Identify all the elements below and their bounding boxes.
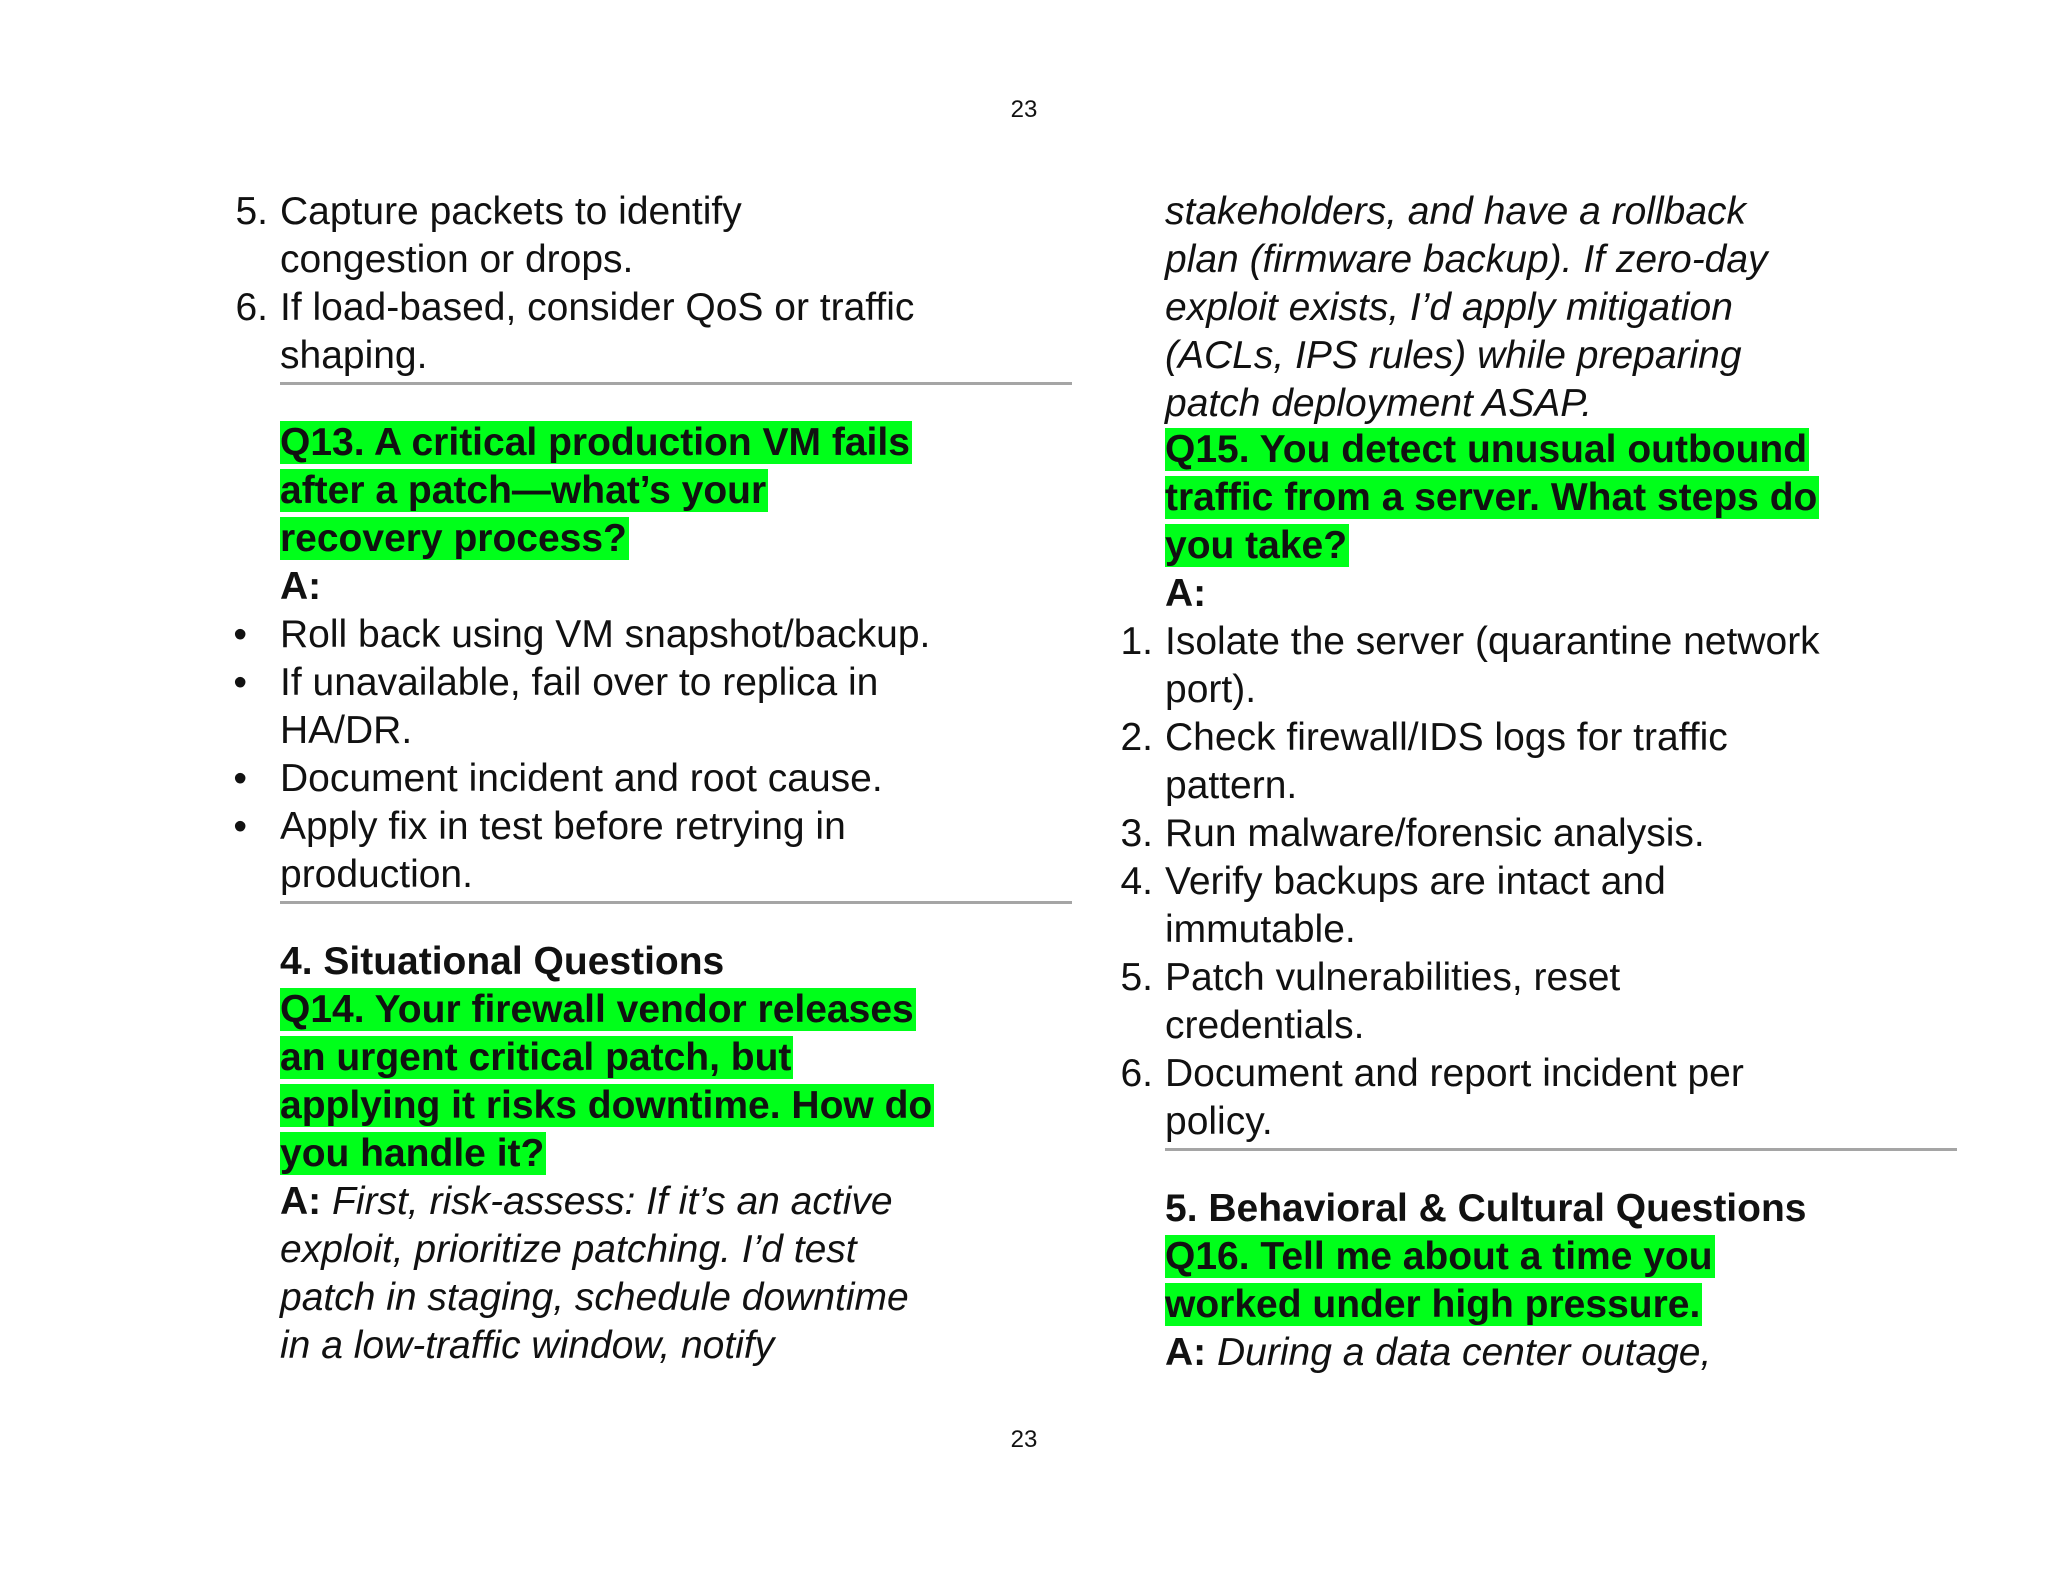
question-text: Q16. Tell me about a time you (1165, 1235, 1713, 1278)
question-text: worked under high pressure. (1165, 1283, 1701, 1326)
numbered-step (1120, 810, 1965, 858)
bullet-dot: • (233, 757, 247, 800)
step-number: 1. (1120, 620, 1153, 663)
section-heading-behavioral: 5. Behavioral & Cultural Questions (1165, 1187, 1807, 1230)
step-text: Check firewall/IDS logs for traffic (1165, 716, 1728, 759)
question-text: Q15. You detect unusual outbound (1165, 428, 1808, 471)
question-text: you take? (1165, 524, 1348, 567)
item-number: 6. (235, 286, 268, 329)
question-text: an urgent critical patch, but (280, 1036, 792, 1079)
step-number: 4. (1120, 860, 1153, 903)
question-text: after a patch—what’s your (280, 469, 767, 512)
numbered-step (1120, 618, 1965, 714)
step-number: 3. (1120, 812, 1153, 855)
bullet-dot: • (233, 661, 247, 704)
step-number: 2. (1120, 716, 1153, 759)
answer-text: plan (firmware backup). If zero-day (1165, 238, 1768, 281)
answer-text: patch deployment ASAP. (1165, 382, 1593, 425)
numbered-step (1120, 714, 1965, 810)
question-text: you handle it? (280, 1132, 545, 1175)
item-number: 5. (235, 190, 268, 233)
answer-text: During a data center outage, (1206, 1331, 1712, 1374)
bullet-item (233, 659, 1080, 755)
bullet-text: If unavailable, fail over to replica in (280, 661, 879, 704)
question-text: recovery process? (280, 517, 627, 560)
bullet-text: Document incident and root cause. (280, 757, 883, 800)
step-text: port). (1165, 668, 1257, 711)
bullet-item (233, 803, 1080, 899)
step-text: Run malware/forensic analysis. (1165, 812, 1705, 855)
bullet-item (233, 755, 1080, 803)
answer-text: exploit, prioritize patching. I’d test (280, 1228, 857, 1271)
bullet-text: Roll back using VM snapshot/backup. (280, 613, 931, 656)
step-text: credentials. (1165, 1004, 1365, 1047)
bullet-text: HA/DR. (280, 709, 413, 752)
numbered-step (1120, 1050, 1965, 1146)
page-number-bottom: 23 (1010, 1426, 1038, 1453)
step-text: Verify backups are intact and (1165, 860, 1666, 903)
page-number-top: 23 (1010, 96, 1038, 123)
answer-q16 (1165, 1329, 1965, 1377)
step-number: 5. (1120, 956, 1153, 999)
item-text: Capture packets to identify (280, 190, 742, 233)
step-text: pattern. (1165, 764, 1298, 807)
left-column (233, 188, 1080, 1370)
question-text: Q14. Your firewall vendor releases (280, 988, 914, 1031)
section-heading-situational: 4. Situational Questions (280, 940, 725, 983)
answer-q14-continued (1165, 188, 1965, 428)
bullet-text: production. (280, 853, 473, 896)
divider (280, 901, 1072, 904)
answer-label: A: (1165, 1331, 1207, 1374)
numbered-step (1120, 954, 1965, 1050)
step-text: Patch vulnerabilities, reset (1165, 956, 1621, 999)
bullet-dot: • (233, 805, 247, 848)
item-text: shaping. (280, 334, 428, 377)
answer-q14 (280, 1178, 1080, 1370)
answer-text: patch in staging, schedule downtime (280, 1276, 909, 1319)
item-text: congestion or drops. (280, 238, 634, 281)
divider (1165, 1148, 1957, 1151)
bullet-dot: • (233, 613, 247, 656)
answer-text: exploit exists, I’d apply mitigation (1165, 286, 1733, 329)
numbered-item (235, 188, 1080, 284)
step-text: policy. (1165, 1100, 1273, 1143)
step-number: 6. (1120, 1052, 1153, 1095)
answer-label: A: (1165, 572, 1207, 615)
numbered-item (235, 284, 1080, 380)
question-q16 (1165, 1233, 1965, 1329)
answer-text: in a low-traffic window, notify (280, 1324, 775, 1367)
answer-label: A: (280, 1180, 322, 1223)
question-text: applying it risks downtime. How do (280, 1084, 933, 1127)
numbered-step (1120, 858, 1965, 954)
answer-text: stakeholders, and have a rollback (1165, 190, 1747, 233)
step-text: immutable. (1165, 908, 1356, 951)
answer-label: A: (280, 565, 322, 608)
question-text: Q13. A critical production VM fails (280, 421, 910, 464)
item-text: If load-based, consider QoS or traffic (280, 286, 915, 329)
right-column (1120, 188, 1965, 1377)
answer-text: (ACLs, IPS rules) while preparing (1165, 334, 1742, 377)
question-q15 (1165, 426, 1965, 570)
question-text: traffic from a server. What steps do (1165, 476, 1818, 519)
question-q13 (280, 419, 1080, 563)
bullet-text: Apply fix in test before retrying in (280, 805, 846, 848)
step-text: Document and report incident per (1165, 1052, 1744, 1095)
divider (280, 382, 1072, 385)
answer-text: First, risk-assess: If it’s an active (321, 1180, 893, 1223)
step-text: Isolate the server (quarantine network (1165, 620, 1820, 663)
question-q14 (280, 986, 1080, 1178)
bullet-item (233, 611, 1080, 659)
